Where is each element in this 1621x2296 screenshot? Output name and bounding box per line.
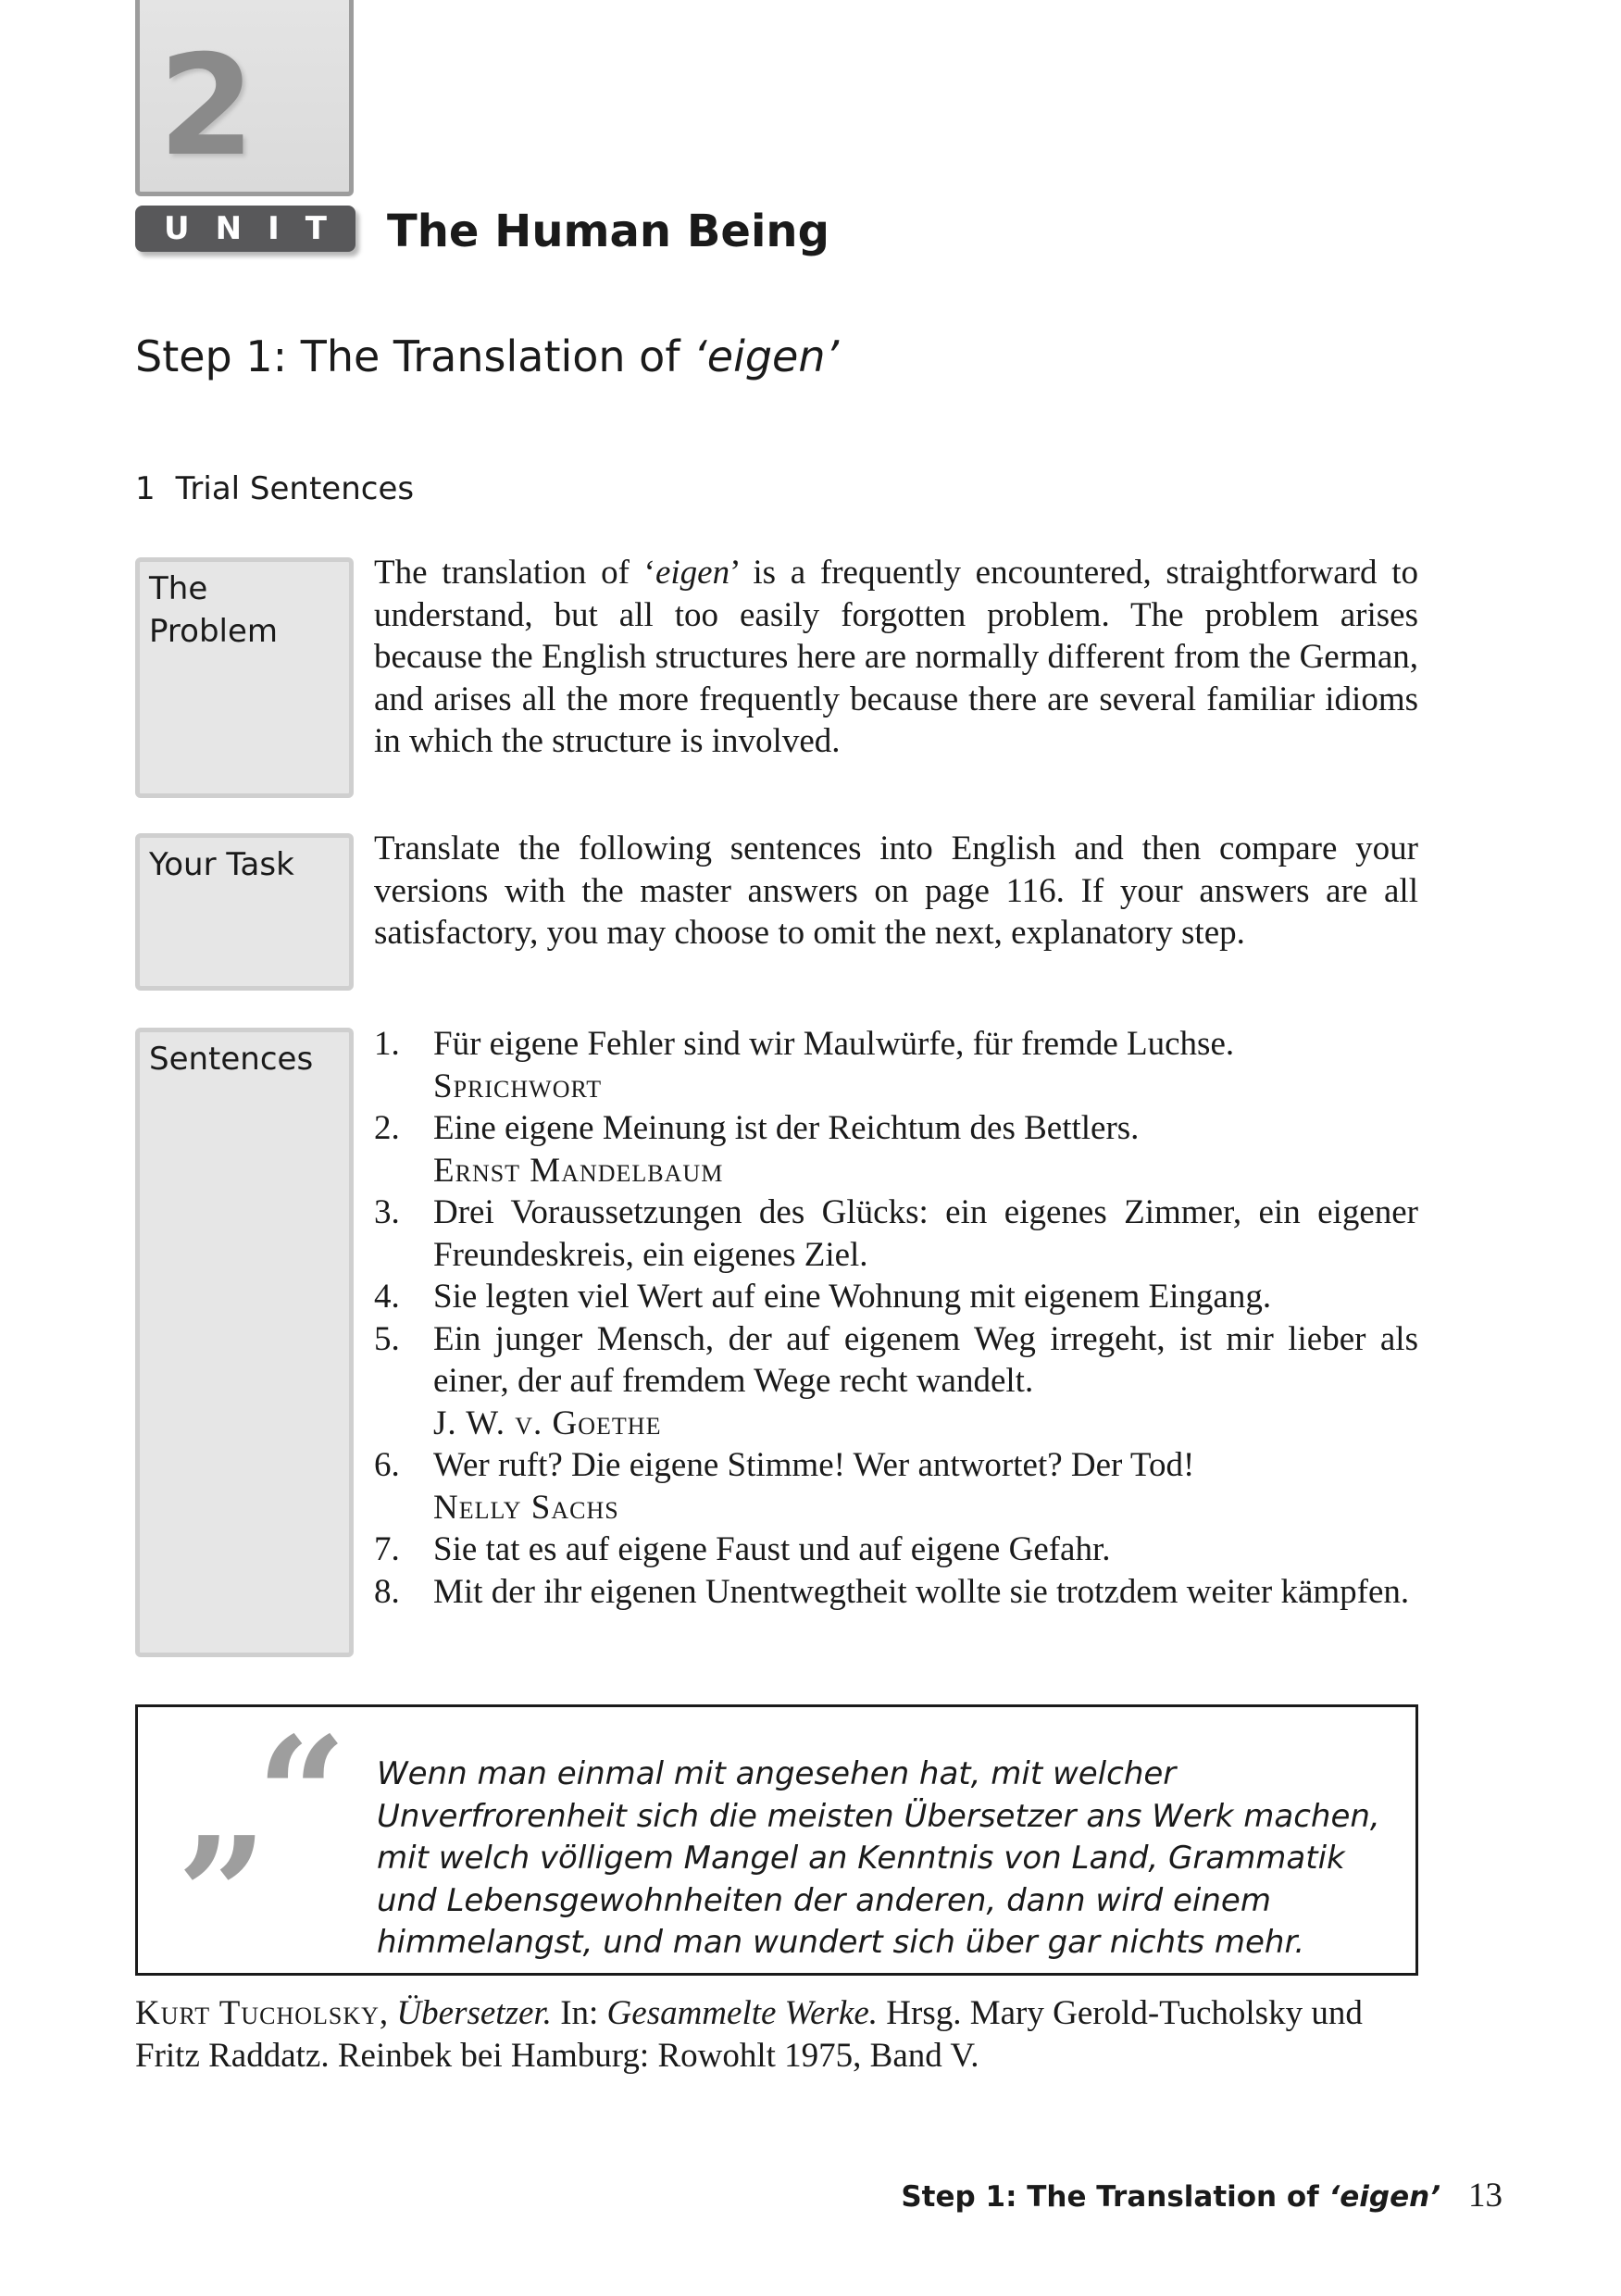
step-title-prefix: Step 1: The Translation of	[135, 331, 694, 381]
unit-label-box	[135, 206, 355, 252]
task-label: Your Task	[149, 846, 294, 883]
citation-author: Kurt Tucholsky	[135, 1994, 380, 2032]
sentences-list	[374, 1023, 1418, 1613]
citation-work: Übersetzer.	[396, 1994, 552, 2032]
citation-collection: Gesammelte Werke.	[606, 1994, 879, 2032]
problem-label-line2: Problem	[149, 613, 279, 650]
task-label-box	[135, 833, 354, 991]
problem-text: The translation of ‘eigen’ is a frequently encountered, straightforward to understand, but all too easily forgotten problem. The problem arises because the English structures here are normally different from the German, and arises all the more frequently because there are several familiar idioms in which the structure is involved.	[374, 554, 1418, 760]
unit-label: UNIT	[164, 210, 353, 247]
unit-number-box	[135, 0, 354, 196]
quote-box	[135, 1703, 1418, 1988]
unit-number: 2	[158, 26, 256, 187]
sentence-author: Nelly Sachs	[433, 1488, 619, 1527]
section-title: Trial Sentences	[175, 470, 415, 507]
page-number: 13	[1468, 2177, 1503, 2215]
sentence-text: Sie legten viel Wert auf eine Wohnung mit eigenem Eingang.	[433, 1278, 1272, 1316]
quote-text: Wenn man einmal mit angesehen hat, mit welcher Unverfrorenheit sich die meisten Übersetzer ans Werk machen, mit welch völligem Mangel an Kenntnis von Land, Grammatik und Lebensgewohnheiten der anderen, dann wird einem himmelangst, und man wundert sich über gar nichts mehr.	[377, 1755, 1380, 1961]
sentences-label: Sentences	[149, 1041, 314, 1078]
quote-citation: Kurt Tucholsky, Übersetzer. In: Gesammelte Werke. Hrsg. Mary Gerold-Tucholsky und Fritz Raddatz. Reinbek bei Hamburg: Rowohlt 1975, Band V.	[135, 1994, 1363, 2075]
step-title-term: ‘eigen’	[693, 331, 840, 381]
sentence-item: 6. Wer ruft? Die eigene Stimme! Wer antwortet? Der Tod! Nelly Sachs	[374, 1444, 1418, 1529]
open-quote-icon: “	[256, 1703, 347, 1888]
problem-label-line1: The	[149, 570, 208, 607]
sentence-item: 7. Sie tat es auf eigene Faust und auf eigene Gefahr.	[374, 1530, 1111, 1568]
sentence-text: Wer ruft? Die eigene Stimme! Wer antwortet? Der Tod!	[433, 1446, 1195, 1484]
section-heading	[135, 470, 414, 507]
problem-label-box	[135, 557, 354, 798]
sentence-text: Mit der ihr eigenen Unentwegtheit wollte sie trotzdem weiter kämpfen.	[433, 1572, 1410, 1611]
citation-details: Hrsg. Mary Gerold-Tucholsky und Fritz Raddatz. Reinbek bei Hamburg: Rowohlt 1975, Band V.	[135, 1994, 1363, 2075]
sentence-text: Sie tat es auf eigene Faust und auf eigene Gefahr.	[433, 1530, 1111, 1568]
sentences-label-box	[135, 1028, 354, 1657]
sentence-author: Ernst Mandelbaum	[433, 1151, 724, 1190]
sentence-item: 4. Sie legten viel Wert auf eine Wohnung mit eigenem Eingang.	[374, 1278, 1272, 1316]
unit-title: The Human Being	[387, 206, 829, 257]
sentence-item: 8. Mit der ihr eigenen Unentwegtheit wollte sie trotzdem weiter kämpfen.	[374, 1572, 1410, 1611]
sentence-text: Für eigene Fehler sind wir Maulwürfe, für fremde Luchse.	[433, 1025, 1235, 1063]
sentence-text: Drei Voraussetzungen des Glücks: ein eigenes Zimmer, ein eigener Freundeskreis, ein eigenes Ziel.	[433, 1193, 1418, 1274]
sentence-item: 3. Drei Voraussetzungen des Glücks: ein eigenes Zimmer, ein eigener Freundeskreis, ein eigenes Ziel.	[374, 1193, 1418, 1274]
sentence-text: Ein junger Mensch, der auf eigenem Weg irregeht, ist mir lieber als einer, der auf fremdem Wege recht wandelt.	[433, 1319, 1418, 1400]
sentence-author: Sprichwort	[433, 1067, 603, 1105]
sentence-item: 5. Ein junger Mensch, der auf eigenem Weg irregeht, ist mir lieber als einer, der auf fremdem Wege recht wandelt. J. W. v. Goethe	[374, 1318, 1418, 1445]
task-text: Translate the following sentences into English and then compare your versions with the master answers on page 116. If your answers are all satisfactory, you may choose to omit the next, explanatory step.	[374, 830, 1418, 952]
page-footer	[901, 2176, 1503, 2215]
sentence-author: J. W. v. Goethe	[433, 1404, 662, 1442]
step-title	[135, 331, 839, 381]
running-title: Step 1: The Translation of ‘eigen’	[901, 2180, 1440, 2214]
close-quote-icon: ”	[177, 1803, 268, 1988]
sentence-text: Eine eigene Meinung ist der Reichtum des Bettlers.	[433, 1109, 1140, 1147]
sentence-item: 1. Für eigene Fehler sind wir Maulwürfe, für fremde Luchse. Sprichwort	[374, 1023, 1418, 1107]
sentence-item: 2. Eine eigene Meinung ist der Reichtum des Bettlers. Ernst Mandelbaum	[374, 1107, 1418, 1192]
problem-term: eigen	[655, 554, 730, 592]
section-number: 1	[135, 470, 156, 507]
